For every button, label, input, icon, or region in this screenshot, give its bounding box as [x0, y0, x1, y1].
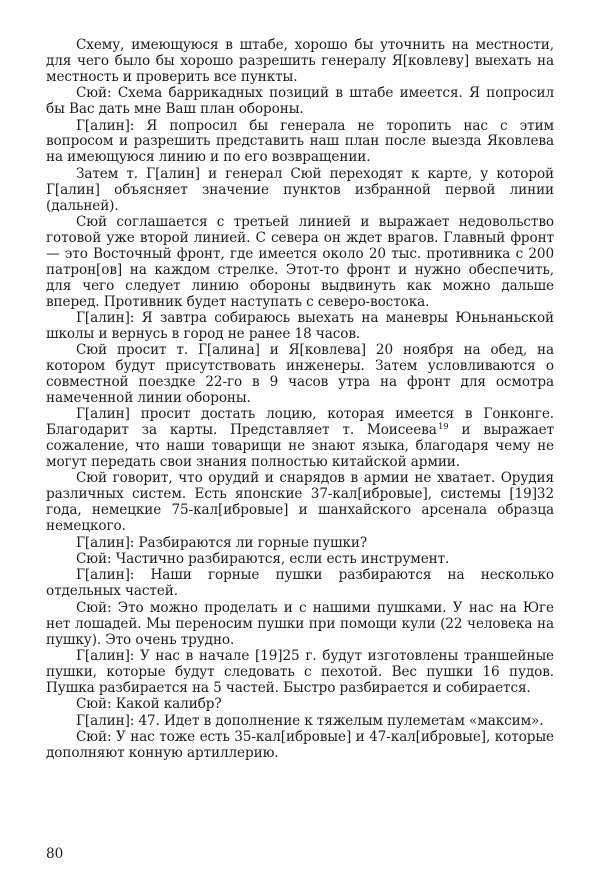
paragraph: Г[алин]: Я попросил бы генерала не торопить нас с этим вопросом и разрешить представить наш план после выезда Яковлева на имеющуюся линию и по его возвращении. [46, 117, 554, 166]
paragraph: Г[алин]: 47. Идет в дополнение к тяжелым пулеметам «максим». [76, 712, 544, 729]
paragraph-with-footnote [46, 407, 554, 471]
paragraph: Сюй: У нас тоже есть 35-кал[ибровые] и 47-кал[ибровые], которые дополняют конную артиллерию. [46, 728, 554, 761]
paragraph: Г[алин]: Наши горные пушки разбираются на несколько отдельных частей. [46, 567, 554, 600]
paragraph: Г[алин]: Разбираются ли горные пушки? [76, 534, 368, 551]
paragraph: Сюй просит т. Г[алина] и Я[ковлева] 20 ноября на обед, на котором будут присутствовать инженеры. Затем условливаются о совместной поездке 22-го в 9 часов утра на фронт для осмотра намеченной линии обороны. [46, 342, 554, 406]
paragraph-text: Г[алин] просит достать лоцию, которая имеется в Гонконге. Благодарит за карты. Представляет т. Моисеева [46, 406, 554, 439]
paragraph: Схему, имеющуюся в штабе, хорошо бы уточнить на местности, для чего было бы хорошо разрешить генералу Я[ковлеву] выехать на местность и проверить все пункты. [46, 37, 554, 85]
paragraph: Сюй говорит, что орудий и снарядов в армии не хватает. Орудия различных систем. Есть японские 37-кал[ибровые], системы [19]32 года, немецкие 75-кал[ибровые] и шанхайского арсенала образца немецкого. [46, 470, 554, 535]
paragraph: Сюй: Схема баррикадных позиций в штабе имеется. Я попросил бы Вас дать мне Ваш план обороны. [46, 85, 554, 118]
paragraph: Сюй: Это можно проделать и с нашими пушками. У нас на Юге нет лошадей. Мы переносим пушки при помощи кули (22 человека на пушку). Это очень трудно. [46, 599, 554, 648]
paragraph: Сюй: Частично разбираются, если есть инструмент. [76, 551, 450, 567]
paragraph: Затем т. Г[алин] и генерал Сюй переходят к карте, у которой Г[алин] объясняет значение пунктов избранной первой линии (дальней). [46, 165, 554, 214]
paragraph: Сюй: Какой калибр? [76, 696, 222, 713]
paragraph: Сюй соглашается с третьей линией и выражает недовольство готовой уже второй линией. С севера он ждет врагов. Главный фронт — это Восточный фронт, где имеется около 20 тыс. противника с 200 патрон[ов] на каждом стрелке. Этот-то фронт и нужно обеспечить, для чего следует линию обороны выдвинуть как можно дальше вперед. Противник будет наступать с северо-востока. [46, 213, 554, 310]
page-number: 80 [46, 846, 64, 862]
paragraph: Г[алин]: Я завтра собираюсь выехать на маневры Юньнаньской школы и вернусь в город не ранее 18 часов. [46, 309, 554, 342]
paragraph: Г[алин]: У нас в начале [19]25 г. будут изготовлены траншейные пушки, которые будут следовать с пехотой. Вес пушки 16 пудов. Пушка разбирается на 5 частей. Быстро разбирается и собирается. [46, 647, 554, 696]
footnote-reference: 19 [438, 422, 449, 433]
page-body [46, 38, 554, 838]
paragraph-continuation: и выражает сожаление, что наши товарищи не знают языка, благодаря чему не могут передать свои знания полностью китайской армии. [46, 422, 554, 471]
